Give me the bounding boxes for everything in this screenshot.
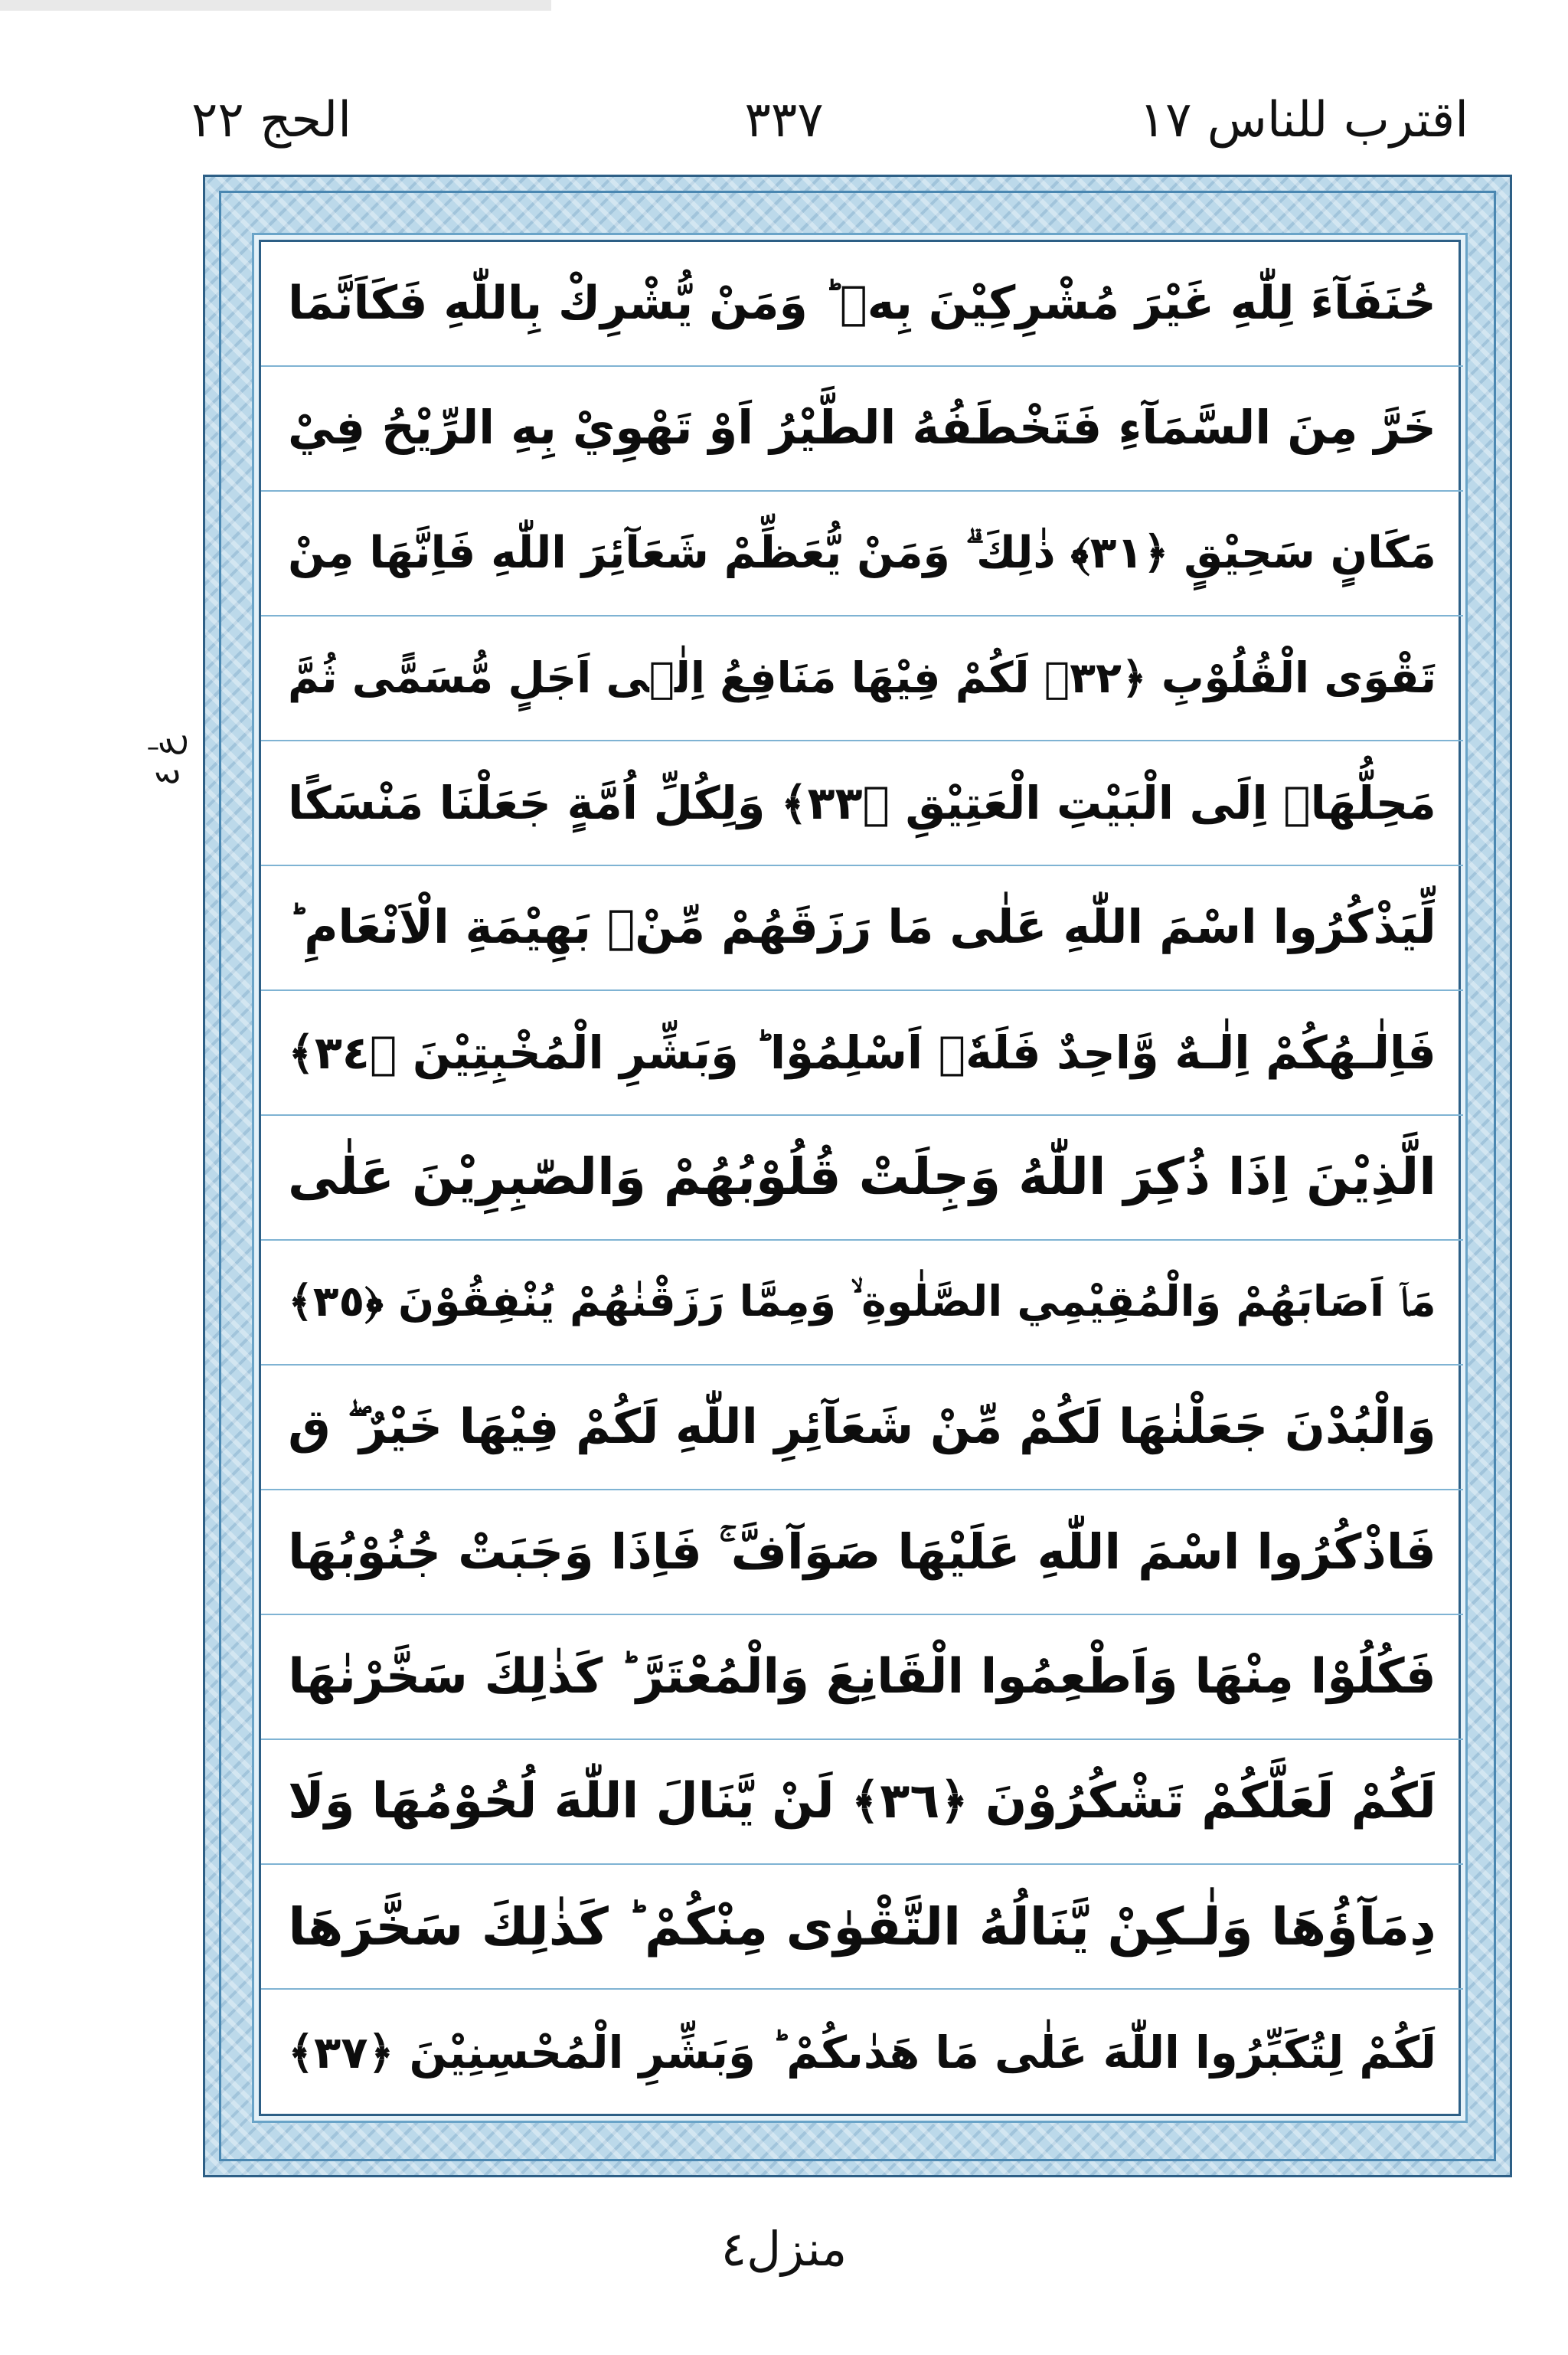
verse-text: حُنَفَآءَ لِلّٰهِ غَيْرَ مُشْرِكِيْنَ بِهٖ ؕ وَمَنْ يُّشْرِكْ بِاللّٰهِ فَكَاَنَّمَا (288, 276, 1436, 331)
verse-text: مَاۤ اَصَابَهُمْ وَالْمُقِيْمِي الصَّلٰوةِ ۙ وَمِمَّا رَزَقْنٰهُمْ يُنْفِقُوْنَ ﴿٣٥﴾ (288, 1277, 1436, 1326)
verse-panel (259, 240, 1461, 2116)
verse-line (261, 1990, 1463, 2116)
ornamental-border (203, 175, 1512, 2177)
page-number: ٣٣٧ (744, 92, 824, 149)
ruku-marker: عٰ ٤ (145, 735, 187, 787)
verse-text: فَكُلُوْا مِنْهَا وَاَطْعِمُوا الْقَانِعَ وَالْمُعْتَرَّ ؕ كَذٰلِكَ سَخَّرْنٰهَا (288, 1648, 1436, 1705)
verse-text: دِمَآؤُهَا وَلٰـكِنْ يَّنَالُهُ التَّقْوٰى مِنْكُمْ ؕ كَذٰلِكَ سَخَّرَهَا (288, 1895, 1436, 1957)
verse-line (261, 1490, 1463, 1615)
verse-line (261, 1740, 1463, 1865)
verse-line (261, 1241, 1463, 1366)
verse-text: فَاِلٰـهُكُمْ اِلٰـهٌ وَّاحِدٌ فَلَهٗۤ اَسْلِمُوْا ؕ وَبَشِّرِ الْمُخْبِتِيْنَ ﴿٣٤﴾ (288, 1025, 1436, 1079)
verse-line (261, 741, 1463, 866)
page-header (0, 0, 1568, 176)
surah-title: الحج ٢٢ (191, 92, 351, 149)
verse-line (261, 242, 1463, 367)
verse-text: مَكَانٍ سَحِيْقٍ ﴿٣١﴾ ذٰلِكَ ۗ وَمَنْ يُّعَظِّمْ شَعَآئِرَ اللّٰهِ فَاِنَّهَا مِنْ (288, 528, 1436, 579)
manzil-label: منزل٤ (720, 2221, 848, 2277)
verse-text: خَرَّ مِنَ السَّمَآءِ فَتَخْطَفُهُ الطَّيْرُ اَوْ تَهْوِيْ بِهِ الرِّيْحُ فِيْ (288, 401, 1436, 456)
verse-line (261, 1366, 1463, 1490)
verse-text: لَكُمْ لِتُكَبِّرُوا اللّٰهَ عَلٰى مَا هَدٰٮكُمْ ؕ وَبَشِّرِ الْمُحْسِنِيْنَ ﴿٣٧﴾ (288, 2026, 1436, 2079)
verse-line (261, 1865, 1463, 1990)
verse-line (261, 617, 1463, 741)
verse-line (261, 492, 1463, 617)
verse-text: الَّذِيْنَ اِذَا ذُكِرَ اللّٰهُ وَجِلَتْ قُلُوْبُهُمْ وَالصّٰبِرِيْنَ عَلٰى (288, 1147, 1436, 1207)
verse-text: لِّيَذْكُرُوا اسْمَ اللّٰهِ عَلٰى مَا رَزَقَهُمْ مِّنْۢ بَهِيْمَةِ الْاَنْعَامِ ؕ (288, 901, 1436, 955)
verse-text: لَكُمْ لَعَلَّكُمْ تَشْكُرُوْنَ ﴿٣٦﴾ لَنْ يَّنَالَ اللّٰهَ لُحُوْمُهَا وَلَا (288, 1772, 1436, 1830)
verse-line (261, 991, 1463, 1116)
verse-line (261, 1116, 1463, 1241)
verse-line (261, 866, 1463, 991)
verse-text: فَاذْكُرُوا اسْمَ اللّٰهِ عَلَيْهَا صَوَآفَّ ۚ فَاِذَا وَجَبَتْ جُنُوْبُهَا (288, 1523, 1436, 1580)
verse-text: مَحِلُّهَاۤ اِلَى الْبَيْتِ الْعَتِيْقِ ﴿٣٣﴾ وَلِكُلِّ اُمَّةٍ جَعَلْنَا مَنْسَكًا (288, 777, 1436, 829)
verse-line (261, 367, 1463, 492)
juz-title: اقترب للناس ١٧ (1138, 92, 1468, 149)
verse-text: وَالْبُدْنَ جَعَلْنٰهَا لَكُمْ مِّنْ شَعَآئِرِ اللّٰهِ لَكُمْ فِيْهَا خَيْرٌ ۖ ق (288, 1398, 1436, 1455)
verse-text: تَقْوَى الْقُلُوْبِ ﴿٣٢﴾ لَكُمْ فِيْهَا مَنَافِعُ اِلٰۤى اَجَلٍ مُّسَمًّى ثُمَّ (288, 653, 1436, 703)
verse-line (261, 1615, 1463, 1740)
